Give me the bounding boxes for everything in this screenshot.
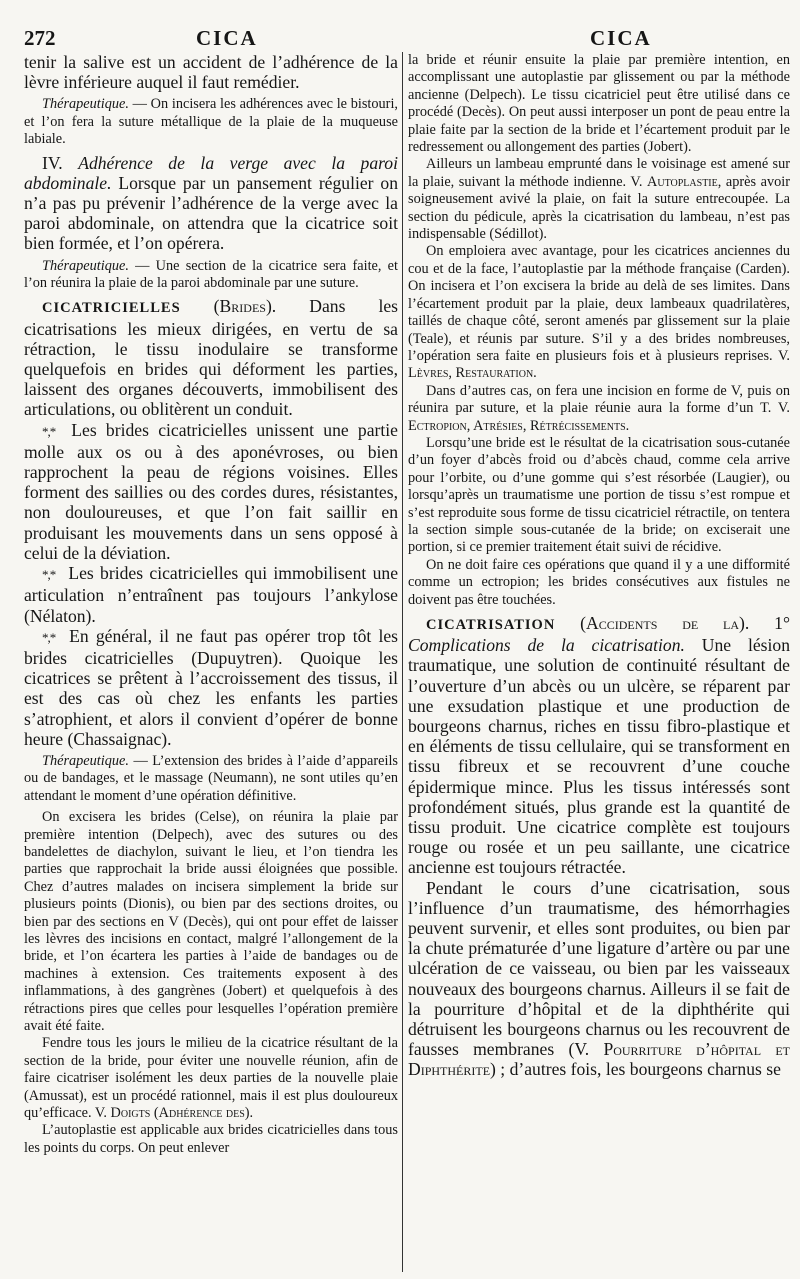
cross-reference: Lèvres, Restauration. [408,365,537,382]
paragraph-text: Dans d’autres cas, on fera une incision en forme de V, puis on réunira par suture, et la plaie réunie aura la forme d’un T. V. [408,382,790,417]
cross-reference: Pourriture d’hôpital et Diphthérite [408,1039,790,1080]
paragraph-text: Fendre tous les jours le milieu de la cicatrice résultant de la section de la bride, pour éviter une nouvelle réunion, afin de faire cicatriser isolément les deux parties de la nouvelle plaie (Amussat), est un procédé rationnel, mais il est plus douloureux qu’efficace. V. [24,1035,398,1122]
paragraph: tenir la salive est un accident de l’adhérence de la lèvre inférieure auquel il faut remédier. [24,52,398,93]
entry-subtitle: (Accidents de la). [555,613,750,633]
paragraph: la bride et réunir ensuite la plaie par première intention, en accomplissant une autoplastie par glissement ou par la méthode ancienne (Delpech). Le tissu cicatriciel peut être utilisé dans ce procédé (Decès). On peut aussi interposer un pont de peau entre la plaie faite par la section de la bride et l’écartement produit par le redressement ou allongement des parties (Jobert). [408,52,790,156]
entry-headword: CICATRISATION [426,617,556,633]
cross-reference: Ectropion, Atrésies, Rétrécissements. [408,417,630,434]
paragraph: On excisera les brides (Celse), on réunira la plaie par première intention (Delpech), avec des sutures ou des bandelettes de diachylon, suivant le lieu, et l’on tiendra les parties que rapprochait la bride aussi éloignées que possible. Chez d’autres malades on incisera simplement la bride sur plusieurs points (Dionis), ou bien par des sections droites, ou bien par des sections en V (Decès), qui ont pour effet de laisser les lèvres des incisions en contact, malgré l’allongement de la bride, et l’on écartera les parties à l’aide de bandages ou de machines à extension. Ces traitements exposent à des inflammations, à des gangrènes (Jobert) et quelquefois à des rétractions pires que celles pour lesquelles l’opération première avait été faite. [24,809,398,1035]
asterism-icon: *,* [42,567,56,583]
paragraph: L’autoplastie est applicable aux brides cicatricielles dans tous les points du corps. On peut enlever [24,1122,398,1156]
paragraph: On ne doit faire ces opérations que quand il y a une difformité comme un ectropion; les brides consécutives aux fistules ne doivent pas être touchées. [408,556,790,608]
cross-reference: Autoplastie, [647,173,722,190]
cross-reference: Doigts (Adhérence des). [110,1105,254,1122]
right-column [408,52,790,1080]
entry-cicatrisation [408,613,790,878]
section-number: IV. [42,152,79,173]
text-columns [24,52,790,1277]
paragraph-text: Lorsque par un pansement régulier on n’a pas pu prévenir l’adhérence de la verge avec la paroi abdominale, on attendra que la cicatrice soit bien formée, et l’on opérera. [24,172,398,254]
running-head-right: CICA [590,26,652,50]
page-number: 272 [24,26,56,50]
paragraph-text: Une lésion traumatique, une solution de continuité résultant de l’ouverture d’un abcès ou un ulcère, se réparent par une exsudation plastique et une production de bourgeons charnus, riches en tissu fibro-plastique et en éléments de tissu cellulaire, qui se transforment en tissu fibreux et se recouvrent d’une couche épidermique mince. Plus les tissus intéressés sont profondément situés, plus grande est la quantité de tissu produit. Une cicatrice complète est toujours rouge ou rosée et un peu saillante, une cicatrice ancienne est toujours rétractée. [408,635,790,878]
paragraph-text: On emploiera avec avantage, pour les cicatrices anciennes du cou et de la face, l’autoplastie par la méthode française (Carden). On incisera et l’on excisera la bride au delà de ses limites. Dans l’écartement produit par la plaie, deux lambeaux quadrilatères, taillés de chaque côté, seront amenés par glissement sur la plaie (Teale), et réunis par suture. S’il y a des brides nombreuses, l’opération sera faite en plusieurs fois et à plusieurs reprises. V. [408,243,790,364]
section-title: Adhérence de la verge avec la paroi abdominale. [24,152,398,193]
paragraph [24,626,398,749]
asterism-icon: *,* [42,423,56,439]
paragraph-text: Dans les cicatrisations les mieux dirigées, en vertu de sa rétraction, le tissu inodulaire se transforme quelquefois en brides qui déforment les parties, laissent des organes découverts, immobilisent des articulations, ou oblitèrent un conduit. [24,296,399,420]
paragraph [24,96,398,148]
paragraph [24,258,398,293]
paragraph [24,153,398,254]
column-divider [402,52,403,1272]
paragraph [24,1035,398,1122]
therapeutique-label: Thérapeutique. [42,752,129,769]
entry-headword: CICATRICIELLES [42,300,181,317]
paragraph-text: Pendant le cours d’une cicatrisation, sous l’influence d’un traumatisme, des hémorrhagies peuvent survenir, et elles sont produites, ou bien par la chute prématurée d’une ligature d’artère ou par une ulcération de ce vaisseau, ou bien par les vaisseaux nouveaux des bourgeons charnus. Ailleurs il se fait de la pourriture d’hôpital et de la diphthérite qui détruisent les bourgeons charnus ou les recouvrent de fausses membranes (V. [408,877,790,1060]
paragraph [24,753,398,805]
paragraph [408,878,790,1080]
paragraph-text: — On incisera les adhérences avec le bistouri, et l’on fera la suture métallique de la plaie de la muqueuse labiale. [24,96,398,148]
section-number: 1° [749,613,790,633]
paragraph-text: Ailleurs un lambeau emprunté dans le voisinage est amené sur la plaie, suivant la méthode indienne. V. [408,156,790,190]
paragraph [408,243,790,382]
asterism-icon: *,* [42,629,56,645]
paragraph: Lorsqu’une bride est le résultat de la cicatrisation sous-cutanée d’un foyer d’abcès froid ou d’abcès chaud, comme cela arrive pour l’orbite, ou d’une gomme qui s’est résorbée (Laugier), ou lorsqu’après un traumatisme une portion de tissu s’est rompue et s’est reproduite sous forme de tissu cicatriciel rétractile, on tentera la section simple sous-cutanée de la bride; on exciserait une portion, si ce premier traitement était suivi de récidive. [408,434,790,556]
page-header [24,26,790,52]
paragraph-text: En général, il ne faut pas opérer trop tôt les brides cicatricielles (Dupuytren). Quoique les cicatrices se prêtent à l’accroissement des tissus, il est des cas où chez les enfants les parties s’atrophient, et alors il convient d’opérer de bonne heure (Chassaignac). [24,625,398,749]
running-head-left: CICA [196,26,258,50]
paragraph-text: après avoir soigneusement avivé la plaie, on fait la suture entrecoupée. La section du pédicule, après la cicatrisation du lambeau, n’est pas indispensable (Sédillot). [408,173,790,243]
paragraph-text: — Une section de la cicatrice sera faite, et l’on réunira la plaie de la paroi abdominale par une suture. [24,257,398,292]
therapeutique-label: Thérapeutique. [42,96,129,113]
entry-cicatricielles [24,296,398,419]
paragraph [24,420,398,563]
section-title: Complications de la cicatrisation. [408,635,685,656]
left-column [24,52,398,1157]
entry-subtitle: (Brides). [180,296,277,317]
therapeutique-label: Thérapeutique. [42,257,129,274]
paragraph-text: Les brides cicatricielles unissent une partie molle aux os ou à des aponévroses, ou bien rapprochent la peau de régions voisines. Elles forment des saillies ou des cordes dures, résistantes, non douloureuses, et que l’on fait saillir en produisant les mouvements dans un sens opposé à celui de la déviation. [24,419,398,563]
paragraph-text: — L’extension des brides à l’aide d’appareils ou de bandages, et le massage (Neumann), ne sont utiles qu’en attendant le moment d’une opération définitive. [24,752,398,804]
paragraph-text: ) ; d’autres fois, les bourgeons charnus se [490,1059,781,1080]
paragraph-text: Les brides cicatricielles qui immobilisent une articulation n’entraînent pas toujours l’ankylose (Nélaton). [24,563,398,626]
paragraph [24,563,398,626]
paragraph [408,383,790,435]
paragraph [408,156,790,243]
